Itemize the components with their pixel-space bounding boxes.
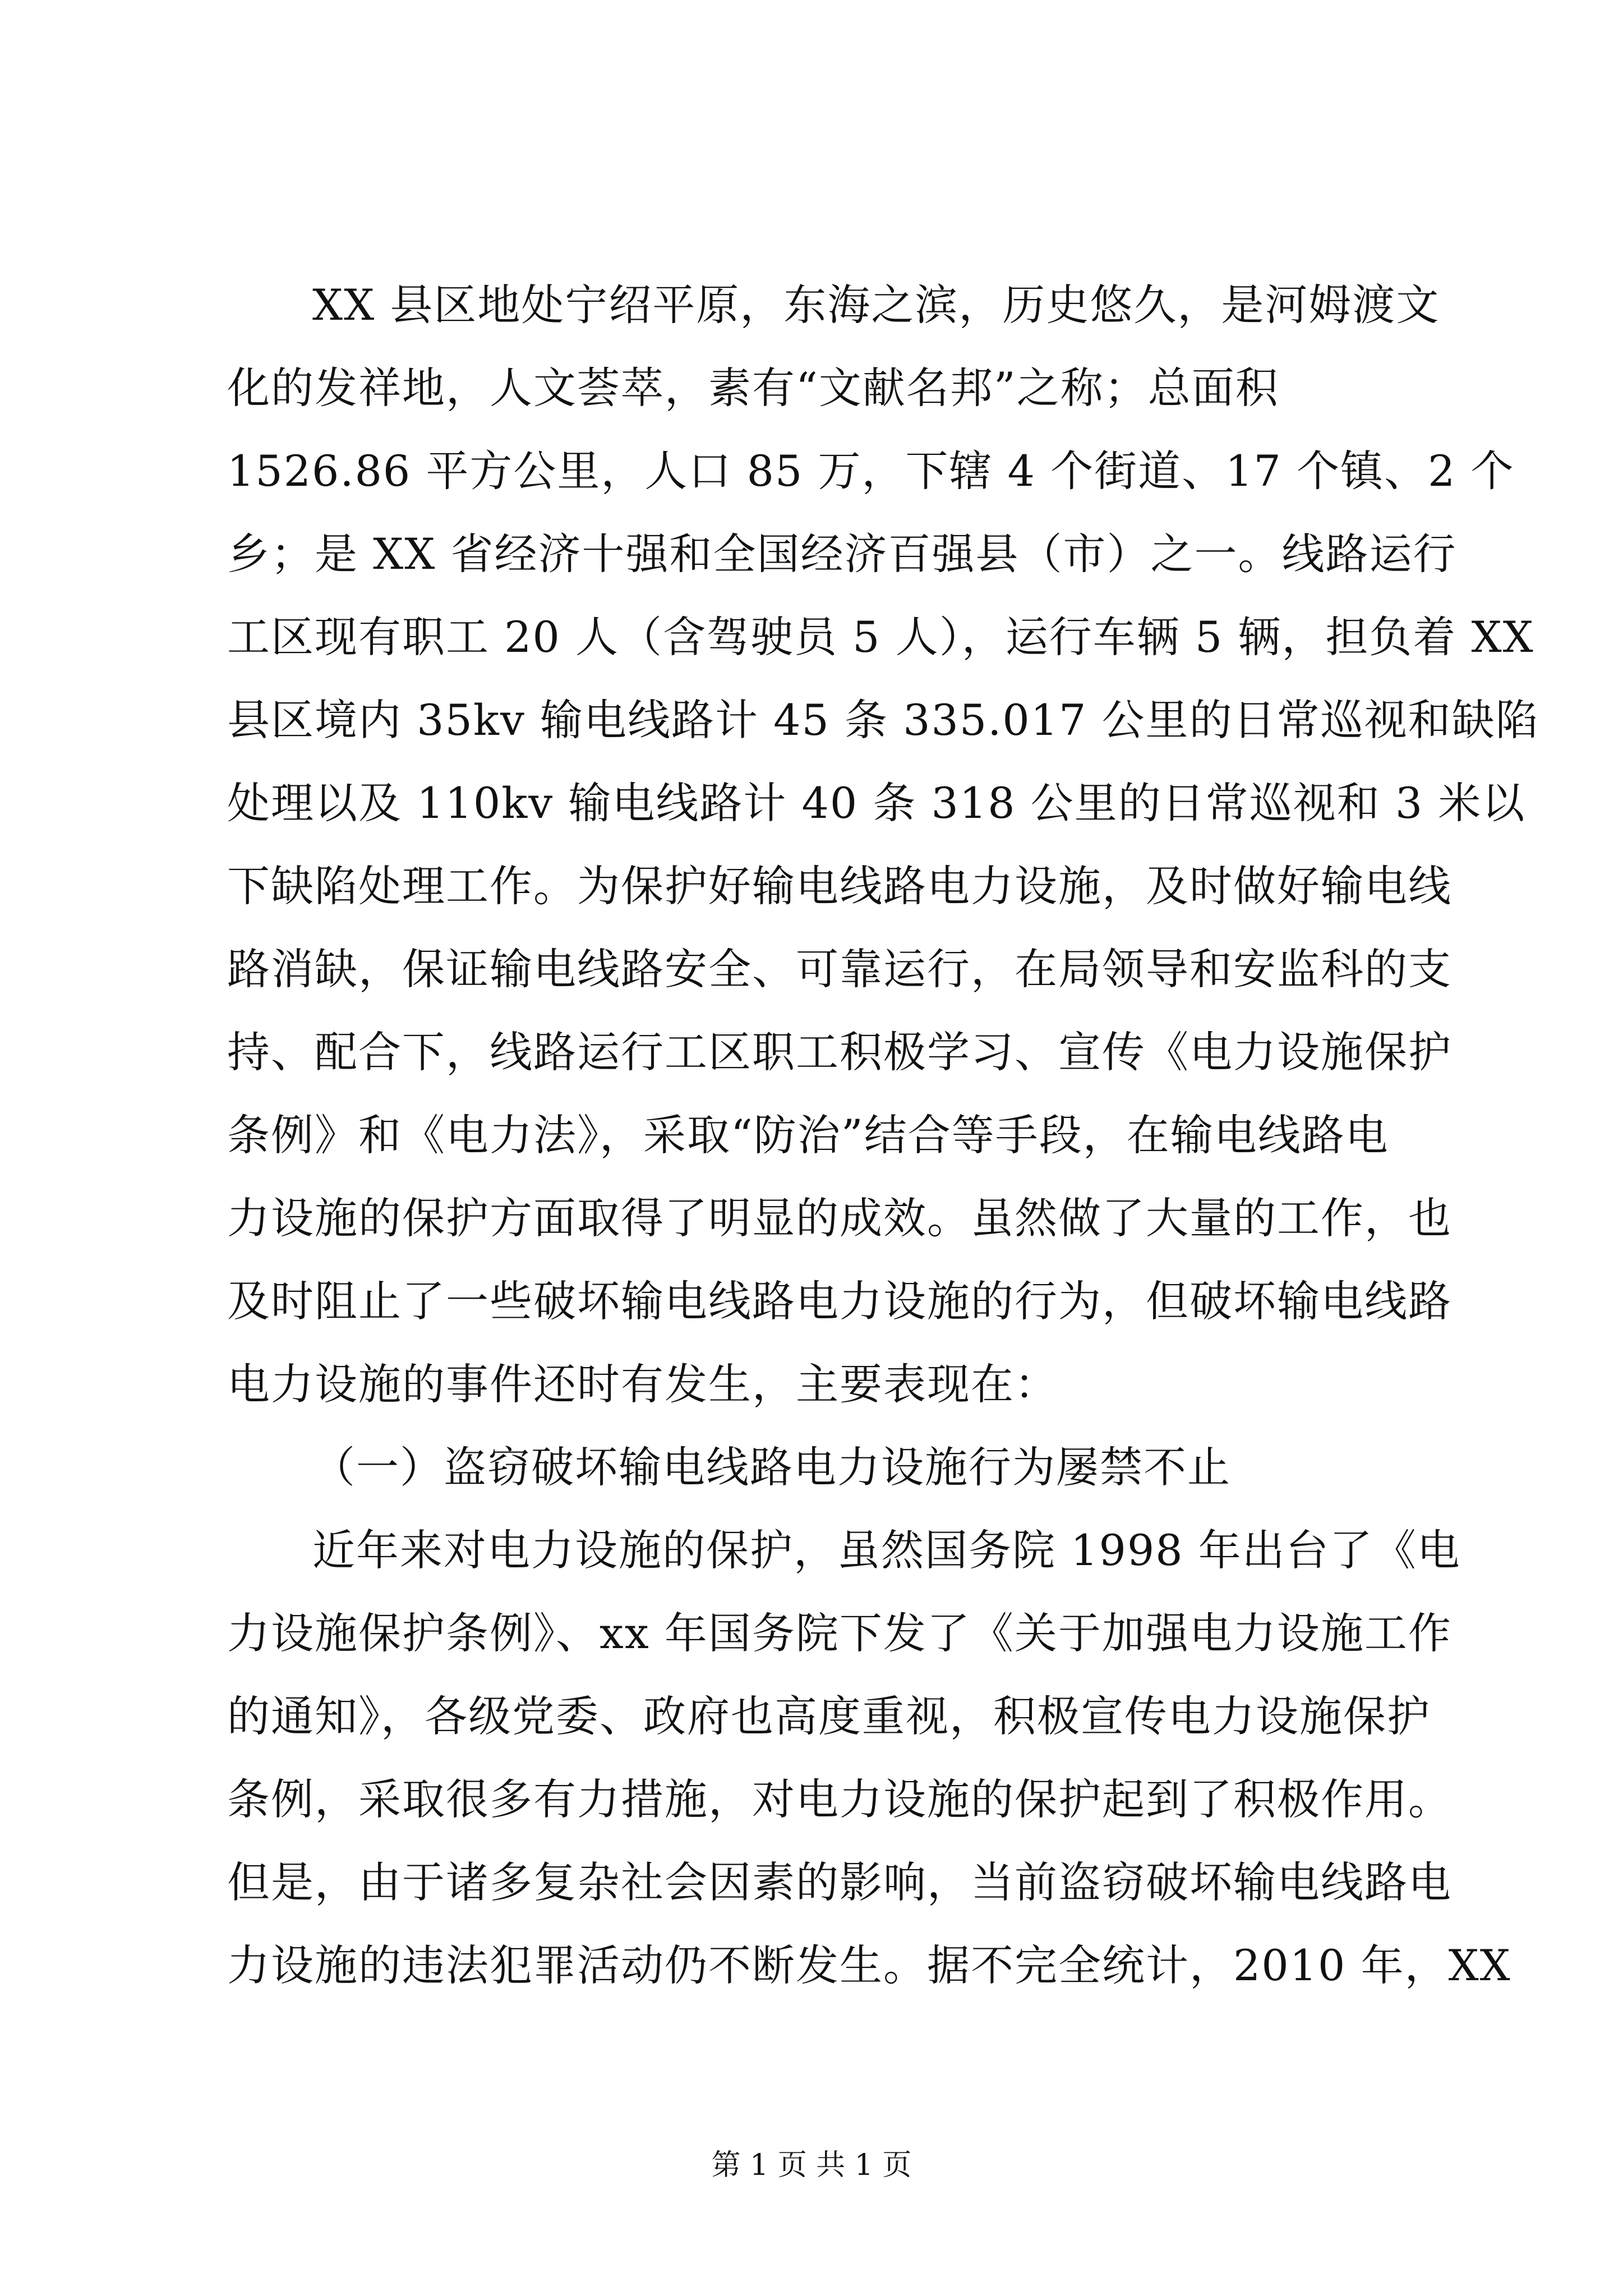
paragraph-1-line-13: 及时阻止了一些破坏输电线路电力设施的行为，但破坏输电线路 <box>227 1276 1452 1326</box>
document-body <box>227 264 1539 2007</box>
paragraph-1-line-14: 电力设施的事件还时有发生，主要表现在： <box>227 1359 1058 1409</box>
paragraph-2-line-5: 但是，由于诸多复杂社会因素的影响，当前盗窃破坏输电线路电 <box>227 1857 1452 1907</box>
paragraph-2-line-3: 的通知》，各级党委、政府也高度重视，积极宣传电力设施保护 <box>227 1691 1431 1741</box>
paragraph-1-line-12: 力设施的保护方面取得了明显的成效。虽然做了大量的工作，也 <box>227 1193 1452 1243</box>
paragraph-1-line-4: 乡；是 XX 省经济十强和全国经济百强县（市）之一。线路运行 <box>227 529 1457 579</box>
paragraph-1-line-9: 路消缺，保证输电线路安全、可靠运行，在局领导和安监科的支 <box>227 944 1452 994</box>
paragraph-1-line-3: 1526.86 平方公里，人口 85 万，下辖 4 个街道、17 个镇、2 个 <box>227 446 1515 496</box>
paragraph-2-line-4: 条例，采取很多有力措施，对电力设施的保护起到了积极作用。 <box>227 1774 1452 1824</box>
paragraph-1-line-10: 持、配合下，线路运行工区职工积极学习、宣传《电力设施保护 <box>227 1027 1452 1077</box>
paragraph-2-line-1: 近年来对电力设施的保护，虽然国务院 1998 年出台了《电 <box>312 1525 1461 1575</box>
paragraph-2-line-6: 力设施的违法犯罪活动仍不断发生。据不完全统计，2010 年，XX <box>227 1940 1511 1990</box>
paragraph-1-line-6: 县区境内 35kv 输电线路计 45 条 335.017 公里的日常巡视和缺陷 <box>227 695 1539 745</box>
paragraph-1-line-7: 处理以及 110kv 输电线路计 40 条 318 公里的日常巡视和 3 米以 <box>227 778 1526 828</box>
paragraph-1-line-2: 化的发祥地，人文荟萃，素有“文献名邦”之称；总面积 <box>227 363 1279 413</box>
section-heading: （一）盗窃破坏输电线路电力设施行为屡禁不止 <box>312 1442 1231 1492</box>
paragraph-1-line-8: 下缺陷处理工作。为保护好输电线路电力设施，及时做好输电线 <box>227 861 1452 911</box>
page-footer: 第 1 页 共 1 页 <box>711 2148 912 2182</box>
paragraph-1-line-1: XX 县区地处宁绍平原，东海之滨，历史悠久，是河姆渡文 <box>312 280 1440 330</box>
paragraph-1-line-5: 工区现有职工 20 人（含驾驶员 5 人），运行车辆 5 辆，担负着 XX <box>227 612 1534 662</box>
paragraph-1-line-11: 条例》和《电力法》，采取“防治”结合等手段，在输电线路电 <box>227 1110 1389 1160</box>
paragraph-2-line-2: 力设施保护条例》、xx 年国务院下发了《关于加强电力设施工作 <box>227 1608 1452 1658</box>
